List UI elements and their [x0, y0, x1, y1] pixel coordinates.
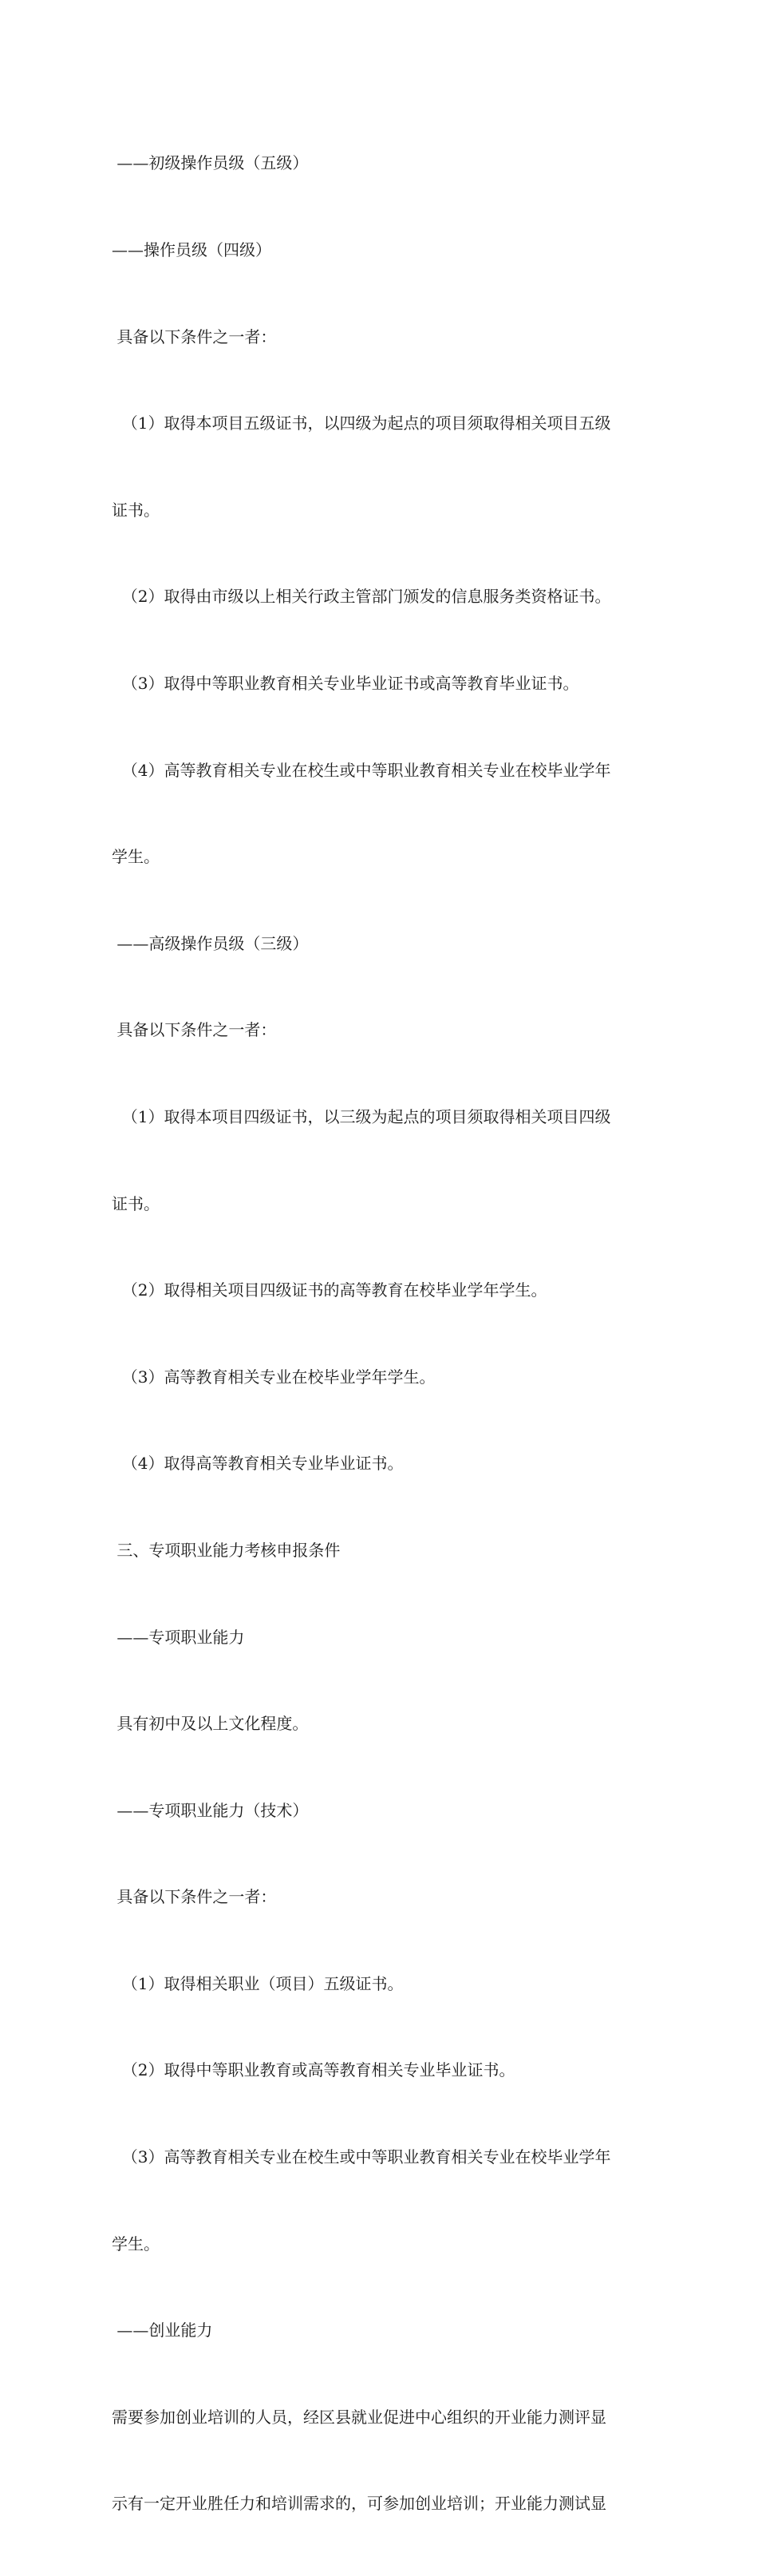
text-line: 证书。 [112, 500, 160, 520]
text-line: 需要参加创业培训的人员，经区县就业促进中心组织的开业能力测评显 [112, 2407, 606, 2427]
text-line: （1）取得本项目四级证书，以三级为起点的项目须取得相关项目四级 [112, 1106, 611, 1126]
text-line: （3）高等教育相关专业在校生或中等职业教育相关专业在校毕业学年 [112, 2147, 611, 2167]
text-line: （3）取得中等职业教育相关专业毕业证书或高等教育毕业证书。 [112, 673, 579, 693]
text-line: 具有初中及以上文化程度。 [112, 1714, 309, 1734]
text-line: （2）取得相关项目四级证书的高等教育在校毕业学年学生。 [112, 1280, 547, 1300]
text-line: ——操作员级（四级） [112, 240, 271, 259]
text-line: 证书。 [112, 1193, 160, 1213]
text-line: （2）取得中等职业教育或高等教育相关专业毕业证书。 [112, 2060, 515, 2080]
text-line: （1）取得相关职业（项目）五级证书。 [112, 1973, 404, 1993]
document-body [112, 91, 654, 2576]
text-line: 具备以下条件之一者： [112, 1020, 277, 1040]
section-heading: 三、专项职业能力考核申报条件 [112, 1540, 341, 1560]
text-line: 学生。 [112, 2234, 160, 2254]
text-line: 具备以下条件之一者： [112, 326, 277, 346]
text-line: ——初级操作员级（五级） [112, 153, 309, 173]
text-line: （4）取得高等教育相关专业毕业证书。 [112, 1454, 404, 1474]
text-line: 学生。 [112, 847, 160, 867]
text-line: 具备以下条件之一者： [112, 1887, 277, 1907]
text-line: （4）高等教育相关专业在校生或中等职业教育相关专业在校毕业学年 [112, 760, 611, 780]
text-line: ——创业能力 [112, 2321, 213, 2341]
text-line: ——高级操作员级（三级） [112, 933, 309, 953]
text-line: 示有一定开业胜任力和培训需求的，可参加创业培训；开业能力测试显 [112, 2494, 606, 2514]
text-line: ——专项职业能力 [112, 1627, 245, 1647]
text-line: （2）取得由市级以上相关行政主管部门颁发的信息服务类资格证书。 [112, 587, 611, 607]
text-line: （1）取得本项目五级证书，以四级为起点的项目须取得相关项目五级 [112, 414, 611, 433]
text-line: （3）高等教育相关专业在校毕业学年学生。 [112, 1367, 436, 1387]
text-line: ——专项职业能力（技术） [112, 1800, 309, 1820]
